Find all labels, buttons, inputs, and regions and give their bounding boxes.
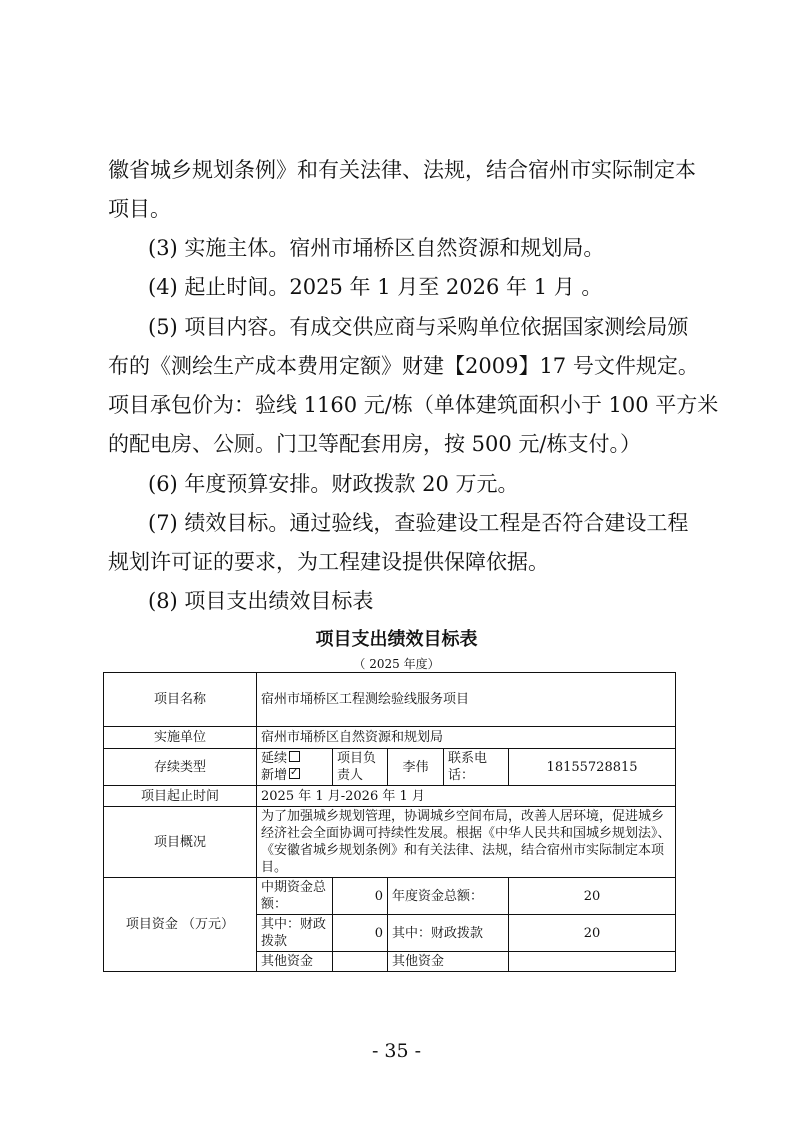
owner-label: 项目负责人 <box>333 749 388 786</box>
annual-fiscal-label: 其中：财政拨款 <box>388 915 509 952</box>
mid-total-value: 0 <box>333 878 388 915</box>
table-subtitle: （ 2025 年度） <box>353 657 440 671</box>
mid-total-label: 中期资金总额： <box>257 878 333 915</box>
table-row <box>104 807 676 878</box>
type-new: 新增✓ <box>261 767 328 784</box>
mid-other-value <box>333 952 388 972</box>
paragraph-line: (5) 项目内容。有成交供应商与采购单位依据国家测绘局颁 <box>148 315 689 339</box>
phone-value: 18155728815 <box>509 749 676 786</box>
funds-label: 项目资金 （万元） <box>104 878 257 972</box>
overview-value: 为了加强城乡规划管理，协调城乡空间布局，改善人居环境，促进城乡经济社会全面协调可持续性发展。根据《中华人民共和国城乡规划法》、《安徽省城乡规划条例》和有关法律、法规，结合宿州市实际制定本项目。 <box>257 807 676 878</box>
paragraph-line: (3) 实施主体。宿州市埇桥区自然资源和规划局。 <box>148 236 605 260</box>
paragraph-line: (7) 绩效目标。通过验线，查验建设工程是否符合建设工程 <box>148 511 689 535</box>
type-continue: 延续 <box>261 750 328 767</box>
unit-label: 实施单位 <box>104 727 257 749</box>
paragraph-line: 的配电房、公厕。门卫等配套用房，按 500 元/栋支付。） <box>108 432 642 456</box>
mid-other-label: 其他资金 <box>257 952 333 972</box>
name-value: 宿州市埇桥区工程测绘验线服务项目 <box>257 673 676 727</box>
phone-label: 联系电话： <box>444 749 509 786</box>
type-label: 存续类型 <box>104 749 257 786</box>
paragraph-line: 布的《测绘生产成本费用定额》财建【2009】17 号文件规定。 <box>108 354 699 378</box>
performance-target-table <box>103 672 676 972</box>
unchecked-box-icon <box>289 751 300 762</box>
table-row <box>104 727 676 749</box>
page-number: - 35 - <box>371 1040 422 1062</box>
table-title: 项目支出绩效目标表 <box>315 629 478 650</box>
annual-total-label: 年度资金总额： <box>388 878 509 915</box>
type-options <box>257 749 333 786</box>
overview-label: 项目概况 <box>104 807 257 878</box>
table-row <box>104 786 676 807</box>
paragraph-line: (6) 年度预算安排。财政拨款 20 万元。 <box>148 472 519 496</box>
period-label: 项目起止时间 <box>104 786 257 807</box>
paragraph-line: 规划许可证的要求，为工程建设提供保障依据。 <box>108 550 549 574</box>
checked-box-icon <box>289 768 300 779</box>
table-row <box>104 749 676 786</box>
mid-fiscal-label: 其中：财政拨款 <box>257 915 333 952</box>
annual-other-label: 其他资金 <box>388 952 509 972</box>
paragraph-line: 徽省城乡规划条例》和有关法律、法规，结合宿州市实际制定本 <box>108 158 696 182</box>
paragraph-line: (4) 起止时间。2025 年 1 月至 2026 年 1 月 。 <box>148 275 603 299</box>
unit-value: 宿州市埇桥区自然资源和规划局 <box>257 727 676 749</box>
annual-fiscal-value: 20 <box>509 915 676 952</box>
owner-value: 李伟 <box>388 749 444 786</box>
period-value: 2025 年 1 月-2026 年 1 月 <box>257 786 676 807</box>
paragraph-line: (8) 项目支出绩效目标表 <box>148 589 374 613</box>
name-label: 项目名称 <box>104 673 257 727</box>
table-row <box>104 878 676 915</box>
mid-fiscal-value: 0 <box>333 915 388 952</box>
annual-other-value <box>509 952 676 972</box>
paragraph-line: 项目承包价为：验线 1160 元/栋（单体建筑面积小于 100 平方米 <box>108 393 719 417</box>
table-row <box>104 673 676 727</box>
paragraph-line: 项目。 <box>108 197 171 221</box>
annual-total-value: 20 <box>509 878 676 915</box>
